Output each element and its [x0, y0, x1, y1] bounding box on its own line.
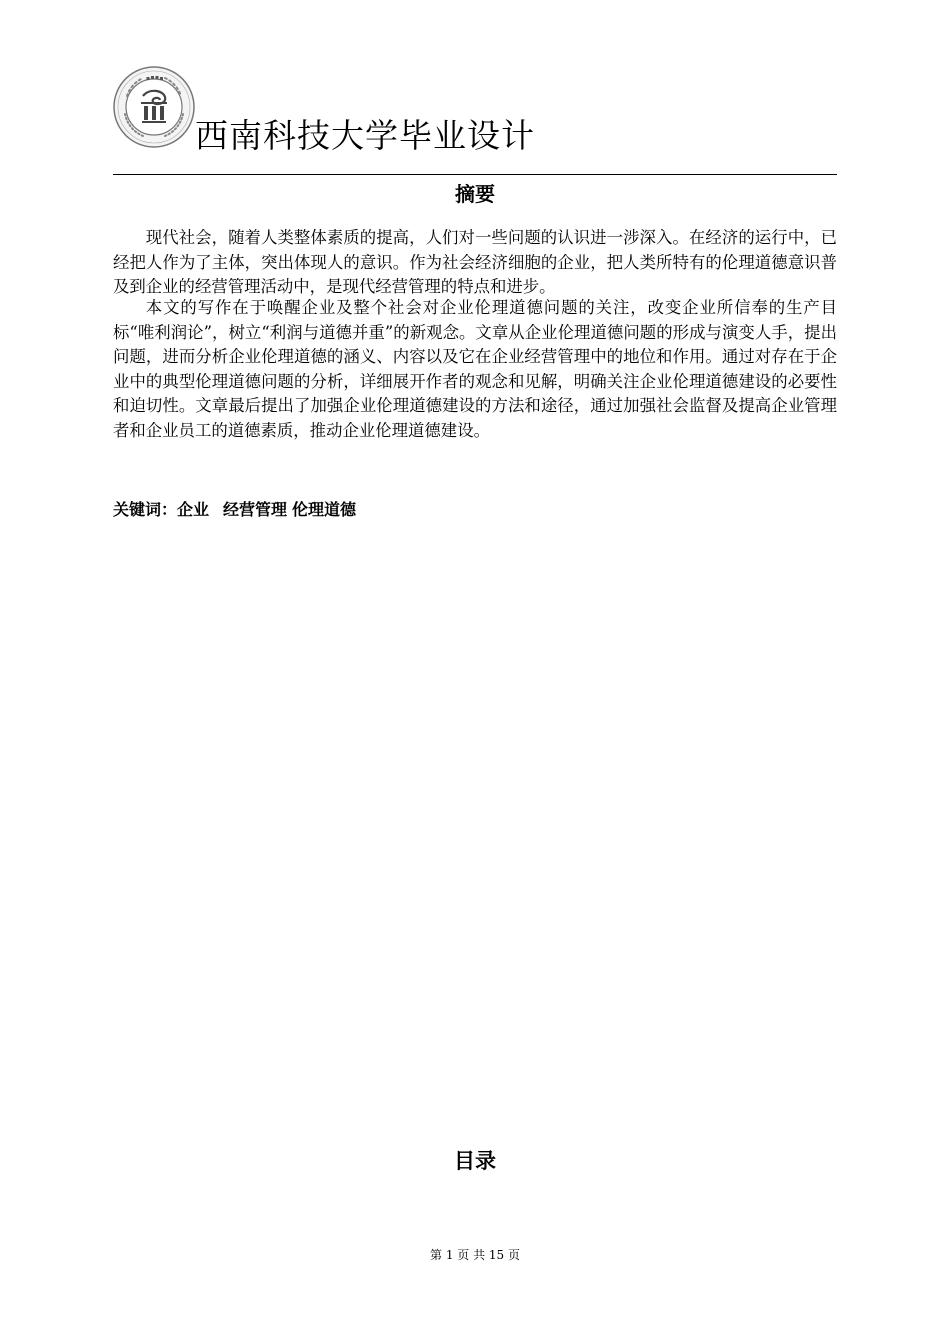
university-seal-icon: [113, 66, 195, 148]
document-header: [113, 66, 837, 174]
toc-title: 目录: [454, 1149, 496, 1173]
keywords-line: [113, 499, 356, 521]
abstract-title: 摘要: [455, 182, 495, 206]
abstract-paragraph-1: 现代社会，随着人类整体素质的提高，人们对一些问题的认识进一涉深入。在经济的运行中，已经把人作为了主体，突出体现人的意识。作为社会经济细胞的企业，把人类所特有的伦理道德意识普及到企业的经营管理活动中，是现代经营管理的特点和进步。: [113, 228, 837, 296]
page-number-footer: 第 1 页 共 15 页: [430, 1248, 520, 1262]
header-title: 西南科技大学毕业设计: [195, 116, 535, 155]
abstract-paragraph-2: 本文的写作在于唤醒企业及整个社会对企业伦理道德问题的关注，改变企业所信奉的生产目标“唯利润论”，树立“利润与道德并重”的新观念。文章从企业伦理道德问题的形成与演变人手，提出问题，进而分析企业伦理道德的涵义、内容以及它在企业经营管理中的地位和作用。通过对存在于企业中的典型伦理道德问题的分析，详细展开作者的观念和见解，明确关注企业伦理道德建设的必要性和迫切性。文章最后提出了加强企业伦理道德建设的方法和途径，通过加强社会监督及提高企业管理者和企业员工的道德素质，推动企业伦理道德建设。: [113, 298, 837, 440]
keyword-item: 经营管理: [223, 500, 288, 519]
keywords-label: 关键词：: [113, 500, 178, 519]
keyword-item: 伦理道德: [292, 500, 357, 519]
header-divider: [113, 174, 837, 175]
keyword-item: 企业: [177, 500, 210, 519]
